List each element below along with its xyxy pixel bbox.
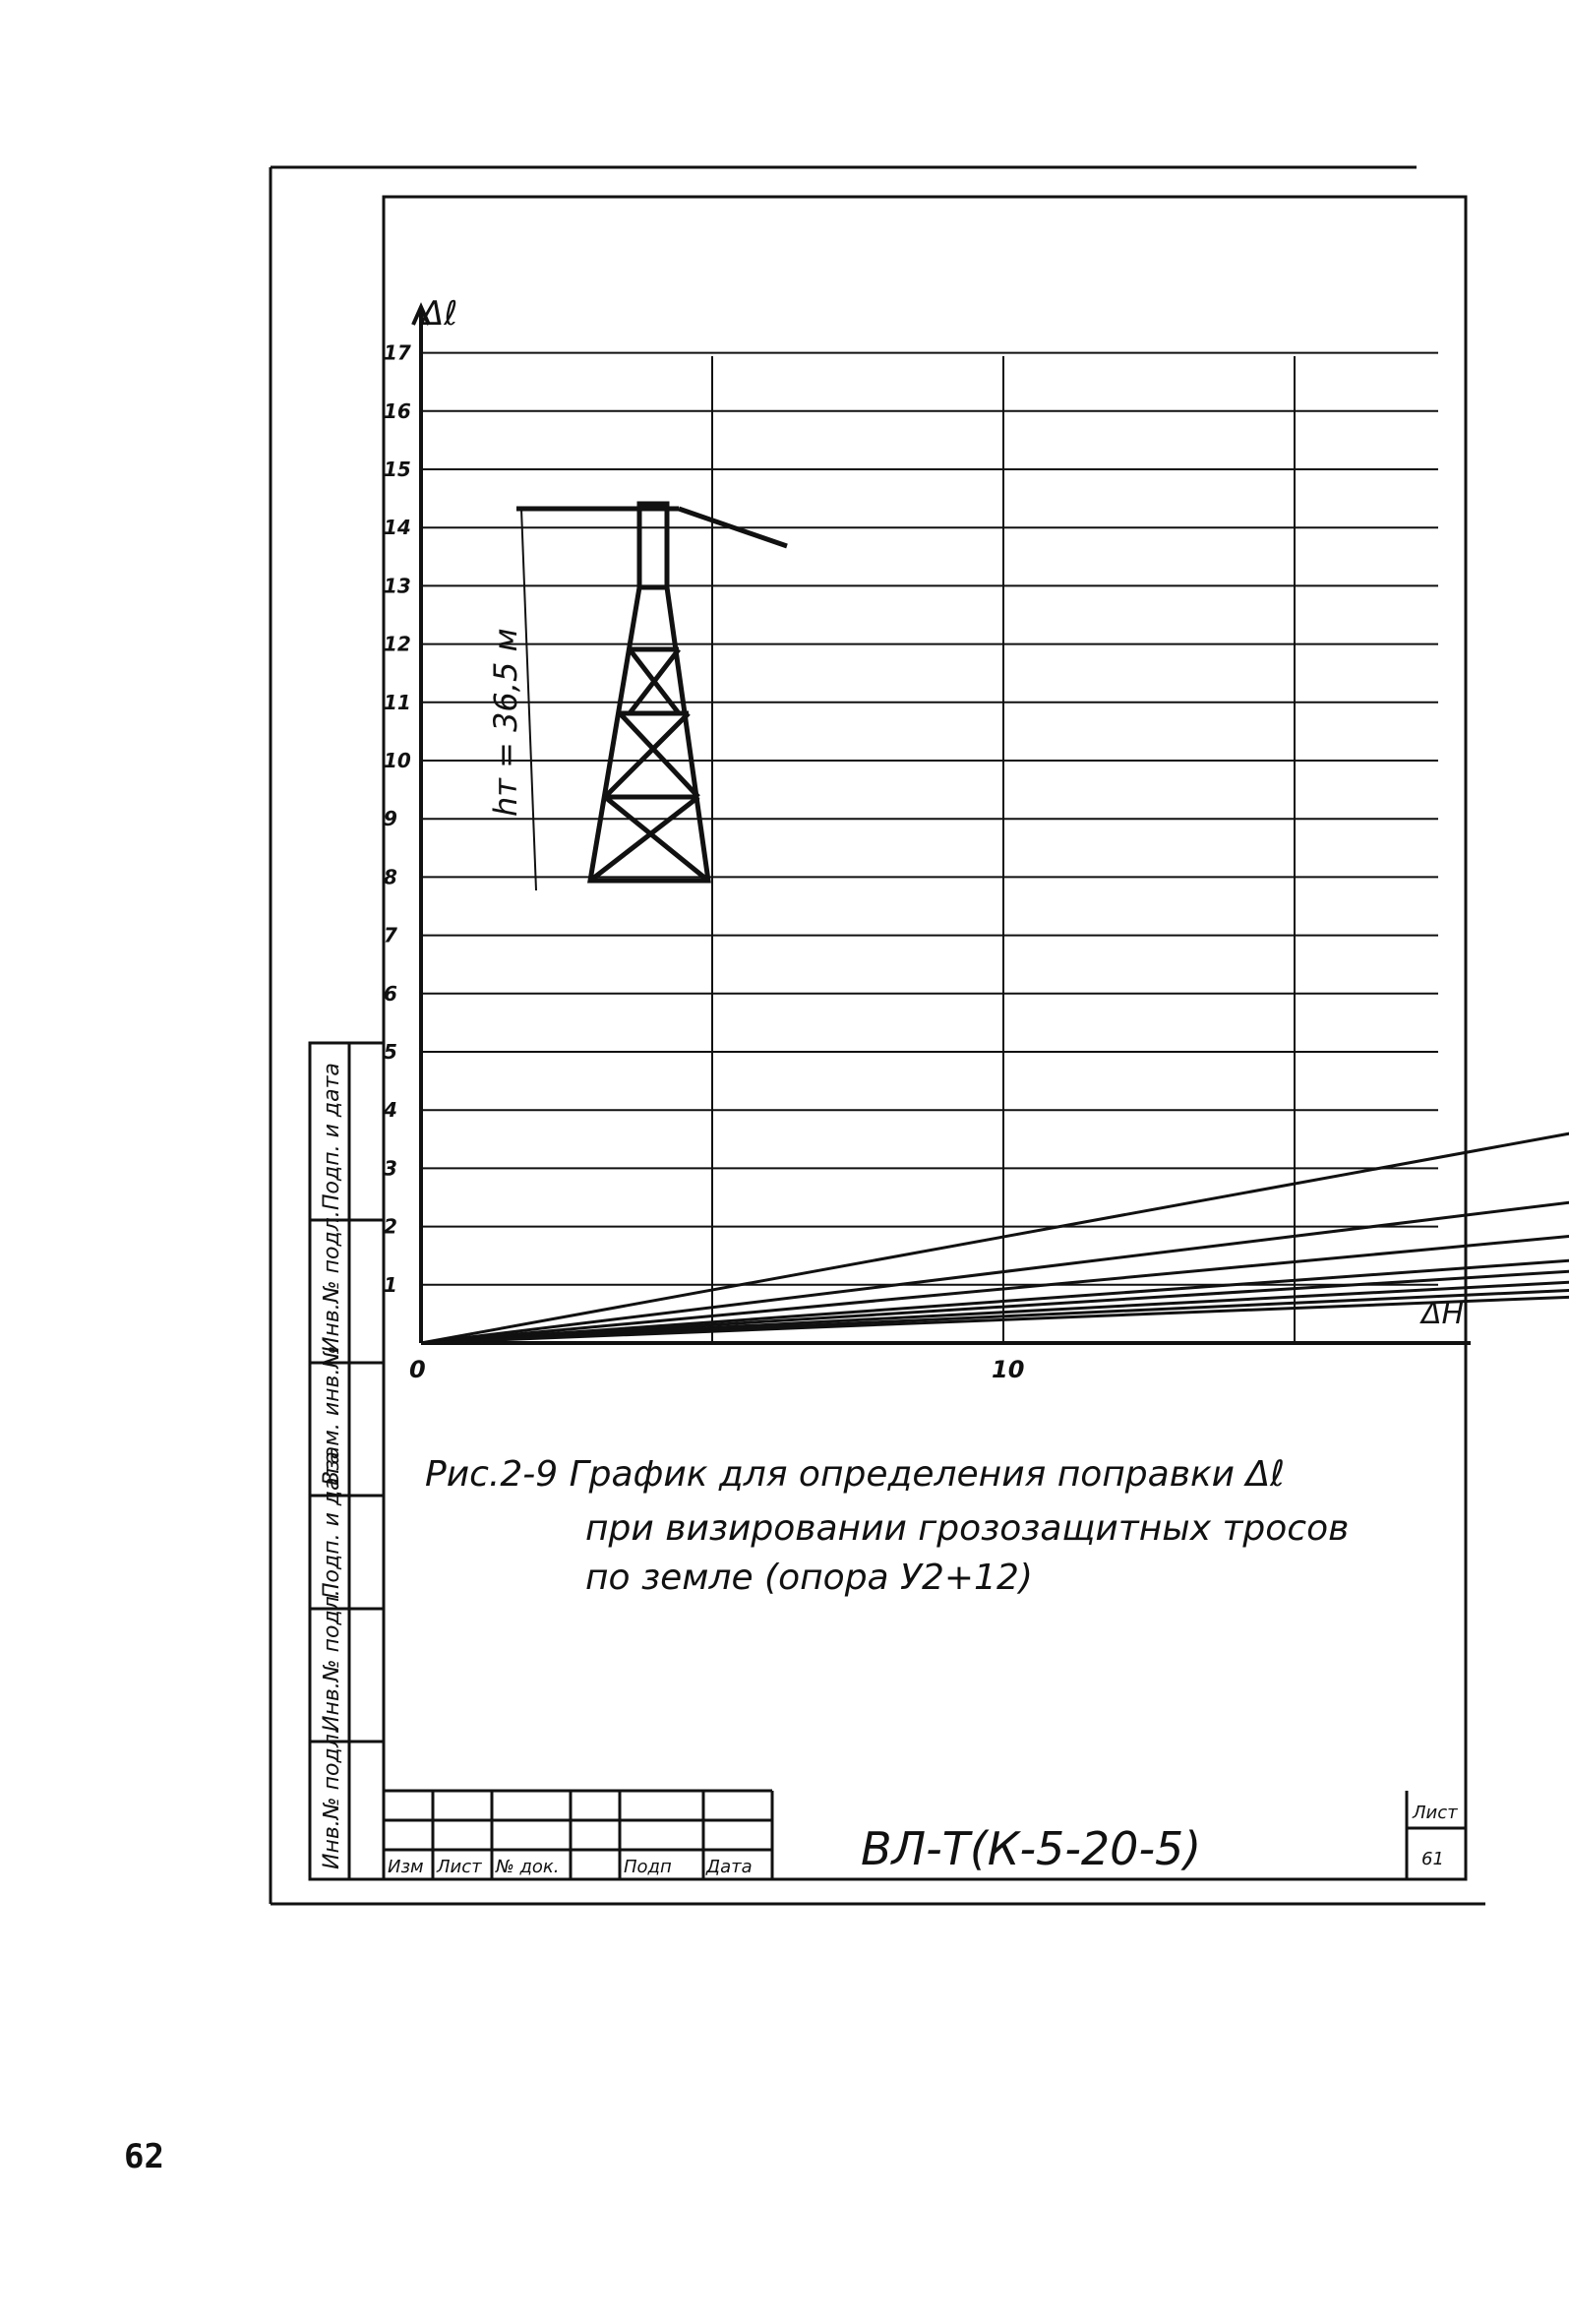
caption-line-3: по земле (опора У2+12): [585, 1558, 1033, 1598]
binding-labels: [320, 1063, 344, 1869]
y-tick-label: 6: [384, 981, 397, 1006]
y-tick-label: 4: [384, 1098, 397, 1123]
y-tick-label: 7: [384, 923, 397, 948]
figure-caption: [425, 1454, 1349, 1598]
x-axis-label: ΔH: [1421, 1297, 1465, 1331]
stamp-header-list: Лист: [437, 1857, 482, 1877]
y-tick-label: 9: [384, 807, 397, 831]
x-tick-label: 0: [409, 1356, 426, 1383]
series-line: [421, 1116, 1569, 1343]
tower-sketch: [516, 504, 787, 890]
series-line: [421, 1034, 1569, 1343]
y-tick-labels: [383, 341, 411, 1297]
caption-line-1: Рис.2-9 График для определения поправки Δℓ: [425, 1454, 1286, 1495]
y-tick-label: 3: [384, 1156, 397, 1181]
stamp-header-data: Дата: [706, 1857, 753, 1877]
caption-line-2: при визировании грозозащитных тросов: [585, 1508, 1350, 1549]
y-tick-label: 13: [384, 574, 411, 598]
tower-height-label: hт = 36,5 м: [487, 628, 524, 817]
y-tick-label: 2: [384, 1214, 397, 1239]
series-lines: [421, 440, 1569, 1343]
stamp-sheet-number: 61: [1421, 1849, 1444, 1869]
drawing-designation: ВЛ-Т(К-5-20-5): [861, 1822, 1202, 1875]
stamp-header-doc: № док.: [496, 1857, 560, 1877]
y-tick-label: 10: [384, 749, 411, 772]
y-tick-label: 5: [384, 1040, 397, 1064]
y-tick-label: 12: [384, 632, 411, 656]
y-tick-label: 11: [384, 690, 411, 714]
y-tick-label: 1: [384, 1272, 397, 1297]
stamp-header-podp: Подп: [624, 1857, 672, 1877]
chart: [383, 294, 1569, 1383]
stamp-sheet-label: Лист: [1413, 1803, 1458, 1823]
binding-label-3: Инв.№ подл.: [320, 1727, 344, 1869]
y-tick-label: 17: [384, 340, 411, 365]
x-tick-labels: [409, 1356, 1569, 1383]
x-tick-label: 10: [992, 1356, 1025, 1383]
y-tick-label: 15: [384, 458, 411, 481]
page-number: 62: [124, 2137, 164, 2176]
series-line: [421, 440, 1569, 1343]
stamp-header-izm: Изм: [388, 1857, 424, 1877]
sheet-frame: [271, 167, 1485, 1904]
binding-label-0: Взам. инв.№: [320, 1345, 344, 1486]
y-tick-label: 16: [384, 398, 411, 423]
binding-label-1: Подп. и дата: [320, 1063, 344, 1210]
binding-label-2: Инв.№ подл.: [320, 1210, 344, 1353]
y-tick-label: 14: [384, 516, 411, 540]
y-axis-label: Δℓ: [421, 294, 458, 334]
y-tick-label: 8: [384, 865, 397, 889]
axes: [413, 307, 1471, 1343]
binding-label-4: Подп. и дата: [320, 1451, 344, 1599]
binding-label-5: Инв.№ подл.: [320, 1589, 344, 1732]
